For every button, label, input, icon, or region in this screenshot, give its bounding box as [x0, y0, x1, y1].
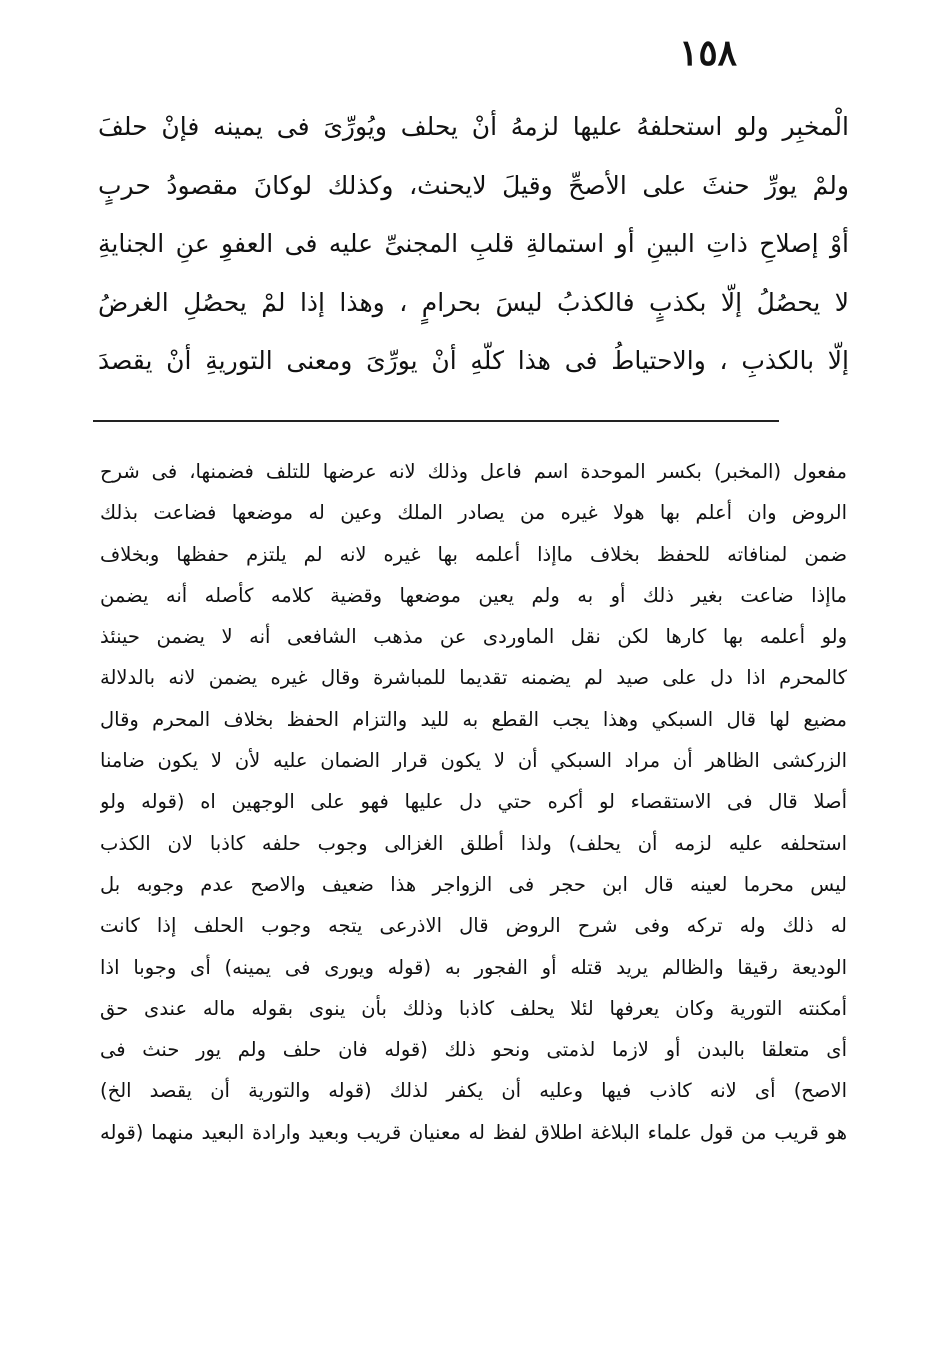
commentary-line: كالمحرم اذا دل على صيد لم يضمنه تقديما للمباشرة وقال غيره يضمن لانه بالدلالة: [100, 666, 847, 690]
main-text-line: لا يحصُلُ إلّا بكذبٍ فالكذبُ ليسَ بحرامٍ ، وهذا إذا لمْ يحصُلِ الغرضُ: [98, 287, 849, 317]
commentary-line: أصلا قال فى الاستقصاء لو أكره حتي دل عليها فهو على الوجهين اه (قوله ولو: [100, 790, 847, 814]
commentary-line: ليس محرما لعينه قال ابن حجر فى الزواجر هذا ضعيف والاصح عدم وجوبه بل: [100, 872, 847, 896]
commentary-line: ولو أعلمه بها كارها لكن نقل الماوردى عن مذهب الشافعى أنه لا يضمن حينئذ: [100, 625, 847, 649]
commentary-line: ضمن لمنافاته للحفظ بخلاف ماإذا أعلمه بها غيره لانه لم يلتزم حفظها وبخلاف: [100, 542, 847, 566]
commentary-line: الروض وان أعلم بها هولا غيره من يصادر الملك وعين له موضعها فضاعت بذلك: [100, 501, 847, 525]
commentary-line: الوديعة رقيقا والظالم يريد قتله أو الفجور به (قوله ويورى فى يمينه) أى وجوبا اذا: [100, 955, 847, 979]
commentary-line: استحلفه عليه لزمه أن يحلف) ولذا أطلق الغزالى وجوب حلفه كاذبا لان الكذب: [100, 831, 847, 855]
commentary-line: هو قريب من قول علماء البلاغة اطلاق لفظ له معنيان قريب وبعيد وارادة البعيد منهما (قوله: [100, 1120, 847, 1144]
commentary-line: أمكنته التورية وكان يعرفها لئلا يحلف كاذبا وذلك بأن ينوى بقوله ماله عندى حق: [100, 996, 847, 1020]
commentary-line: له ذلك وله تركه وفى شرح الروض قال الاذرعى يتجه وجوب الحلف إذا كانت: [100, 914, 847, 938]
main-text-line: أوْ إصلاحِ ذاتِ البينِ أو استمالةِ قلبِ المجنىِّ عليه فى العفوِ عنِ الجنايةِ: [98, 229, 849, 258]
main-text-block: [98, 98, 849, 391]
main-text-line: ولمْ يورِّ حنثَ على الأصحِّ وقيلَ لايحنث، وكذلك لوكانَ مقصودُ حربٍ: [98, 170, 849, 200]
commentary-line: أى متعلقا بالبدن أو لازما لذمتى ونحو ذلك (قوله فان حلف ولم يور حنث فى: [100, 1038, 847, 1062]
commentary-line: مفعول (المخبر) بكسر الموحدة اسم فاعل وذلك لانه عرضها للتلف فضمنها، فى شرح: [100, 460, 847, 483]
commentary-line: الزركشى الظاهر أن مراد السبكي أن لا يكون قرار الضمان عليه لأن لا يكون ضامنا: [100, 749, 847, 773]
commentary-line: الاصح) أى لانه كاذب فيها وعليه أن يكفر لذلك (قوله والتورية أن يقصد الخ): [100, 1079, 847, 1103]
commentary-line: ماإذا ضاعت بغير ذلك أو به ولم يعين موضعها وقضية كلامه كأصله أنه يضمن: [100, 583, 847, 607]
page-number: ١٥٨: [678, 32, 737, 74]
main-text-line: إلّا بالكذبِ ، والاحتياطُ فى هذا كلّهِ أنْ يورِّىَ ومعنى التوريةِ أنْ يقصدَ: [98, 346, 849, 375]
footnote-separator: [93, 420, 779, 422]
commentary-block: [100, 451, 847, 1153]
main-text-line: الْمخبِر ولو استحلفهُ عليها لزمهُ أنْ يحلف ويُورِّىَ فى يمينه فإنْ حلفَ: [98, 112, 849, 141]
commentary-line: مضيع لها قال السبكي وهذا يجب القطع به لليد والتزام الحفظ بخلاف المحرم وقال: [100, 707, 847, 731]
